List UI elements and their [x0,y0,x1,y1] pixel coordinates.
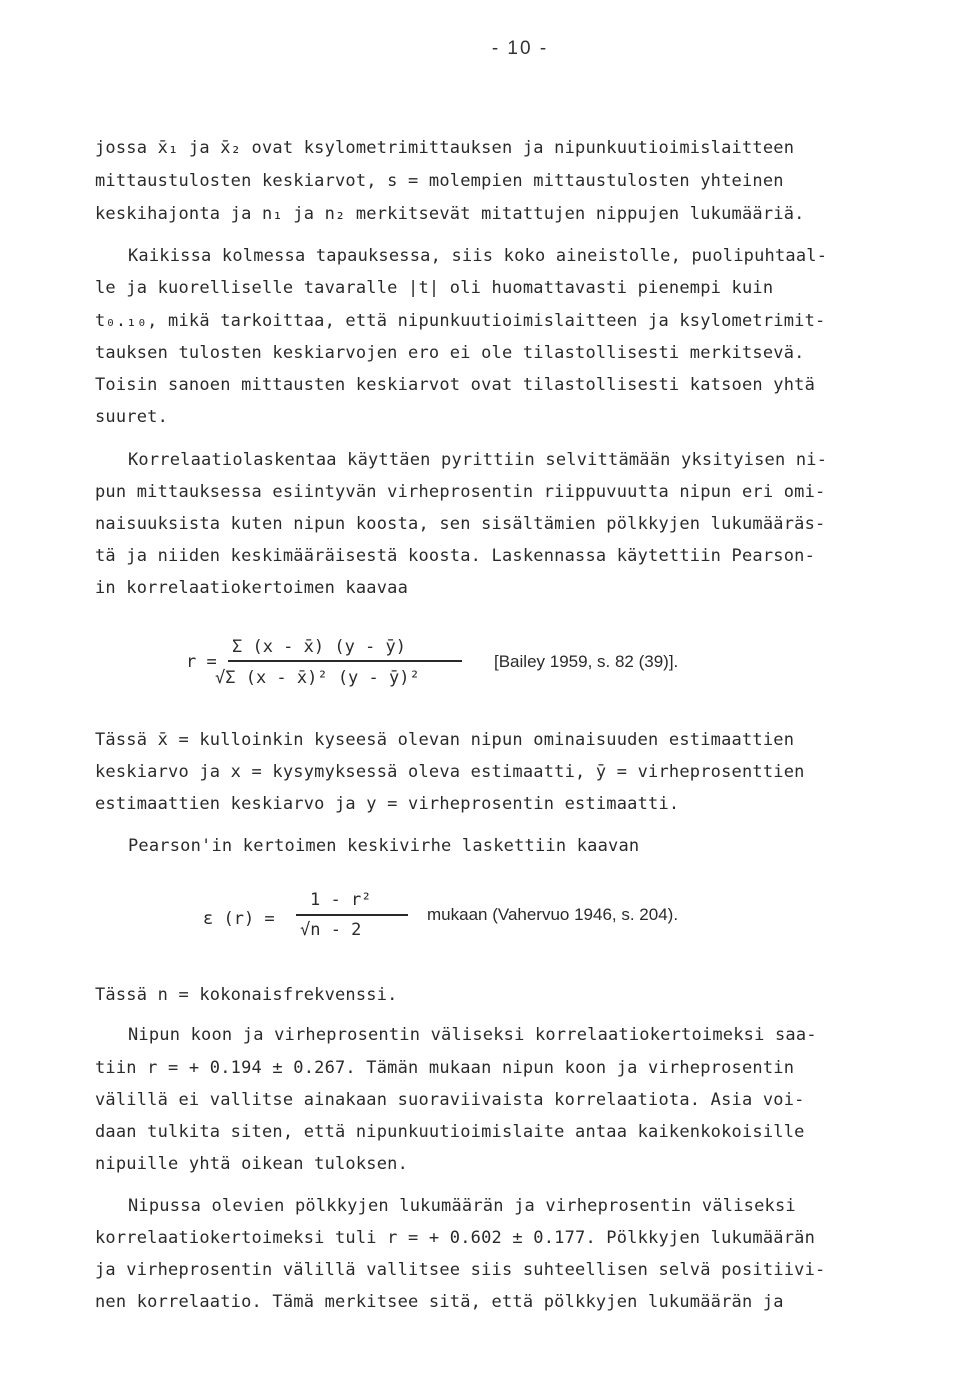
para4-line1: Tässä x̄ = kulloinkin kyseesä olevan nipun ominaisuuden estimaattien [95,730,795,750]
formula2-numerator: 1 - r² [310,890,372,910]
para4-line4: Pearson'in kertoimen keskivirhe laskettiin kaavan [128,836,640,856]
para6-line3: välillä ei vallitse ainakaan suoraviivaista korrelaatiota. Asia voi- [95,1090,805,1110]
formula1-reference: [Bailey 1959, s. 82 (39)]. [494,652,679,671]
para3-line5: in korrelaatiokertoimen kaavaa [95,578,409,598]
para6-line1: Nipun koon ja virheprosentin väliseksi korrelaatiokertoimeksi saa- [128,1025,817,1045]
para1-line3: keskihajonta ja n₁ ja n₂ merkitsevät mitattujen nippujen lukumääriä. [95,204,805,224]
formula2-denominator: √n - 2 [300,920,362,940]
para3-line4: tä ja niiden keskimääräisestä koosta. Laskennassa käytettiin Pearson- [95,546,816,566]
para4-line3: estimaattien keskiarvo ja y = virheprosentin estimaatti. [95,794,680,814]
para7-line3: ja virheprosentin välillä vallitsee siis suhteellisen selvä positiivi- [95,1260,826,1280]
para2-line6: suuret. [95,407,169,427]
para6-line4: daan tulkita siten, että nipunkuutioimislaite antaa kaikenkokoisille [95,1122,805,1142]
formula1-fraction-bar [228,660,462,662]
para3-line1: Korrelaatiolaskentaa käyttäen pyrittiin selvittämään yksityisen ni- [128,450,828,470]
para1-line1: jossa x̄₁ ja x̄₂ ovat ksylometrimittauksen ja nipunkuutioimislaitteen [95,138,795,158]
para6-line5: nipuille yhtä oikean tuloksen. [95,1154,409,1174]
formula2-fraction-bar [296,914,408,916]
para2-line3: t₀.₁₀, mikä tarkoittaa, että nipunkuutioimislaitteen ja ksylometrimit- [95,311,826,331]
para2-line2: le ja kuorelliselle tavaralle |t| oli huomattavasti pienempi kuin [95,278,774,298]
para6-line2: tiin r = + 0.194 ± 0.267. Tämän mukaan nipun koon ja virheprosentin [95,1058,795,1078]
para4-line2: keskiarvo ja x = kysymyksessä oleva estimaatti, ȳ = virheprosenttien [95,762,805,782]
para2-line4: tauksen tulosten keskiarvojen ero ei ole tilastollisesti merkitsevä. [95,343,805,363]
formula1-numerator: Σ (x - x̄) (y - ȳ) [232,637,406,657]
para5-line1: Tässä n = kokonaisfrekvenssi. [95,985,398,1005]
para2-line1: Kaikissa kolmessa tapauksessa, siis koko aineistolle, puolipuhtaal- [128,246,828,266]
para7-line1: Nipussa olevien pölkkyjen lukumäärän ja virheprosentin väliseksi [128,1196,796,1216]
para7-line4: nen korrelaatio. Tämä merkitsee sitä, että pölkkyjen lukumäärän ja [95,1292,784,1312]
formula2-lhs: ε (r) = [203,909,275,929]
para3-line2: pun mittauksessa esiintyvän virheprosentin riippuvuutta nipun eri omi- [95,482,826,502]
para2-line5: Toisin sanoen mittausten keskiarvot ovat tilastollisesti katsoen yhtä [95,375,816,395]
formula2-reference: mukaan (Vahervuo 1946, s. 204). [427,905,679,924]
para7-line2: korrelaatiokertoimeksi tuli r = + 0.602 ± 0.177. Pölkkyjen lukumäärän [95,1228,816,1248]
formula1-denominator: √Σ (x - x̄)² (y - ȳ)² [215,668,420,688]
para1-line2: mittaustulosten keskiarvot, s = molempien mittaustulosten yhteinen [95,171,784,191]
formula1-lhs: r = [186,652,217,672]
para3-line3: naisuuksista kuten nipun koosta, sen sisältämien pölkkyjen lukumääräs- [95,514,826,534]
page-number: - 10 - [491,38,549,59]
